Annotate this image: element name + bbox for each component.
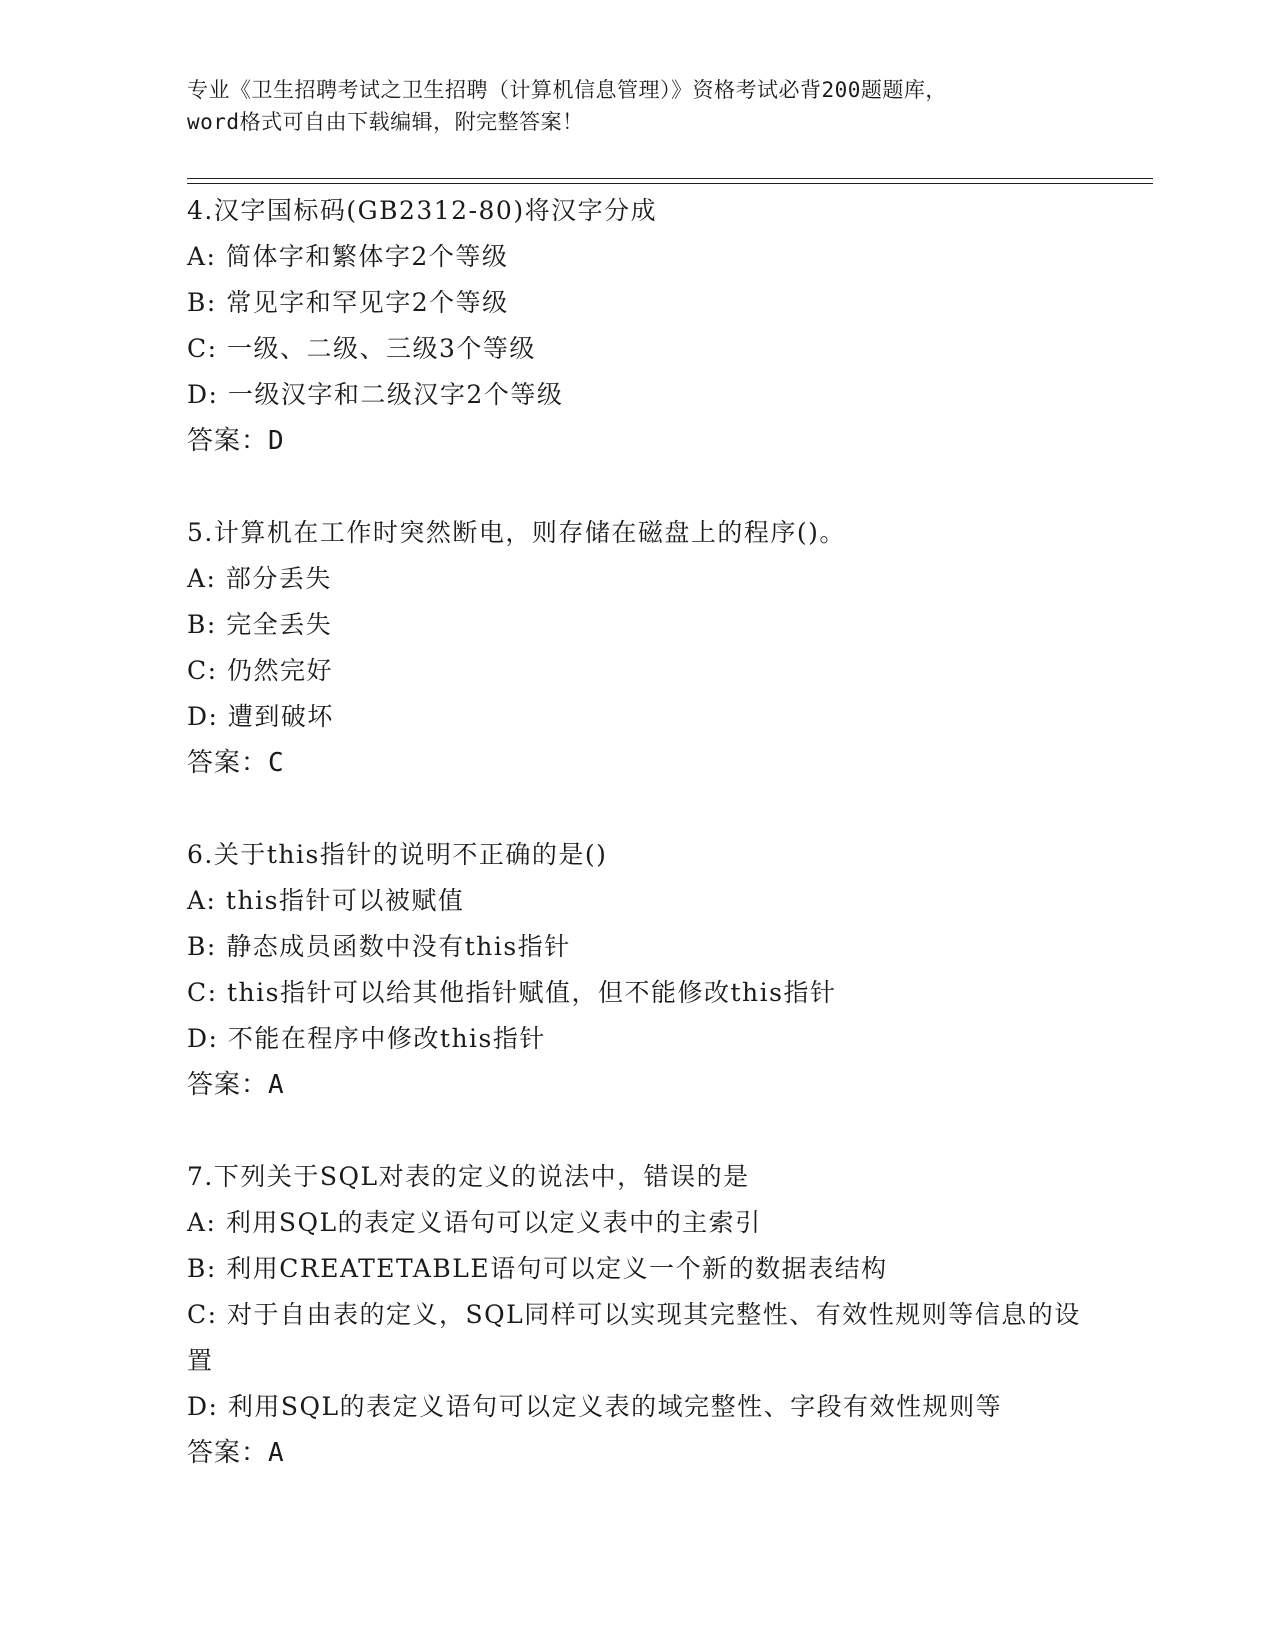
option-a: A: 部分丢失 <box>187 564 332 593</box>
header-divider <box>187 178 1153 184</box>
option-b: B: 完全丢失 <box>187 610 333 639</box>
question-stem: 6.关于this指针的说明不正确的是() <box>187 840 608 869</box>
question-5 <box>187 510 1087 786</box>
option-c: C: 仍然完好 <box>187 656 333 685</box>
question-stem: 5.计算机在工作时突然断电，则存储在磁盘上的程序()。 <box>187 518 846 547</box>
header-line-2: word格式可自由下载编辑，附完整答案！ <box>187 110 584 134</box>
answer: 答案：D <box>187 426 285 456</box>
option-d: D: 遭到破坏 <box>187 702 334 731</box>
option-b: B: 静态成员函数中没有this指针 <box>187 932 571 961</box>
option-c: C: 对于自由表的定义，SQL同样可以实现其完整性、有效性规则等信息的设置 <box>187 1300 1081 1375</box>
document-header <box>187 74 1067 138</box>
question-list <box>187 188 1087 1522</box>
option-c: C: 一级、二级、三级3个等级 <box>187 334 536 363</box>
option-c: C: this指针可以给其他指针赋值，但不能修改this指针 <box>187 978 837 1007</box>
header-line-1: 专业《卫生招聘考试之卫生招聘（计算机信息管理）》资格考试必背200题题库， <box>187 78 947 102</box>
answer: 答案：A <box>187 1070 285 1100</box>
option-d: D: 一级汉字和二级汉字2个等级 <box>187 380 564 409</box>
question-stem: 7.下列关于SQL对表的定义的说法中，错误的是 <box>187 1162 750 1191</box>
answer: 答案：A <box>187 1438 285 1468</box>
option-d: D: 利用SQL的表定义语句可以定义表的域完整性、字段有效性规则等 <box>187 1392 1003 1421</box>
question-stem: 4.汉字国标码(GB2312-80)将汉字分成 <box>187 196 658 225</box>
answer: 答案：C <box>187 748 285 778</box>
question-4 <box>187 188 1087 464</box>
option-a: A: 简体字和繁体字2个等级 <box>187 242 509 271</box>
question-7 <box>187 1154 1087 1476</box>
option-d: D: 不能在程序中修改this指针 <box>187 1024 546 1053</box>
option-b: B: 利用CREATETABLE语句可以定义一个新的数据表结构 <box>187 1254 888 1283</box>
question-6 <box>187 832 1087 1108</box>
option-a: A: this指针可以被赋值 <box>187 886 465 915</box>
option-a: A: 利用SQL的表定义语句可以定义表中的主索引 <box>187 1208 762 1237</box>
option-b: B: 常见字和罕见字2个等级 <box>187 288 509 317</box>
